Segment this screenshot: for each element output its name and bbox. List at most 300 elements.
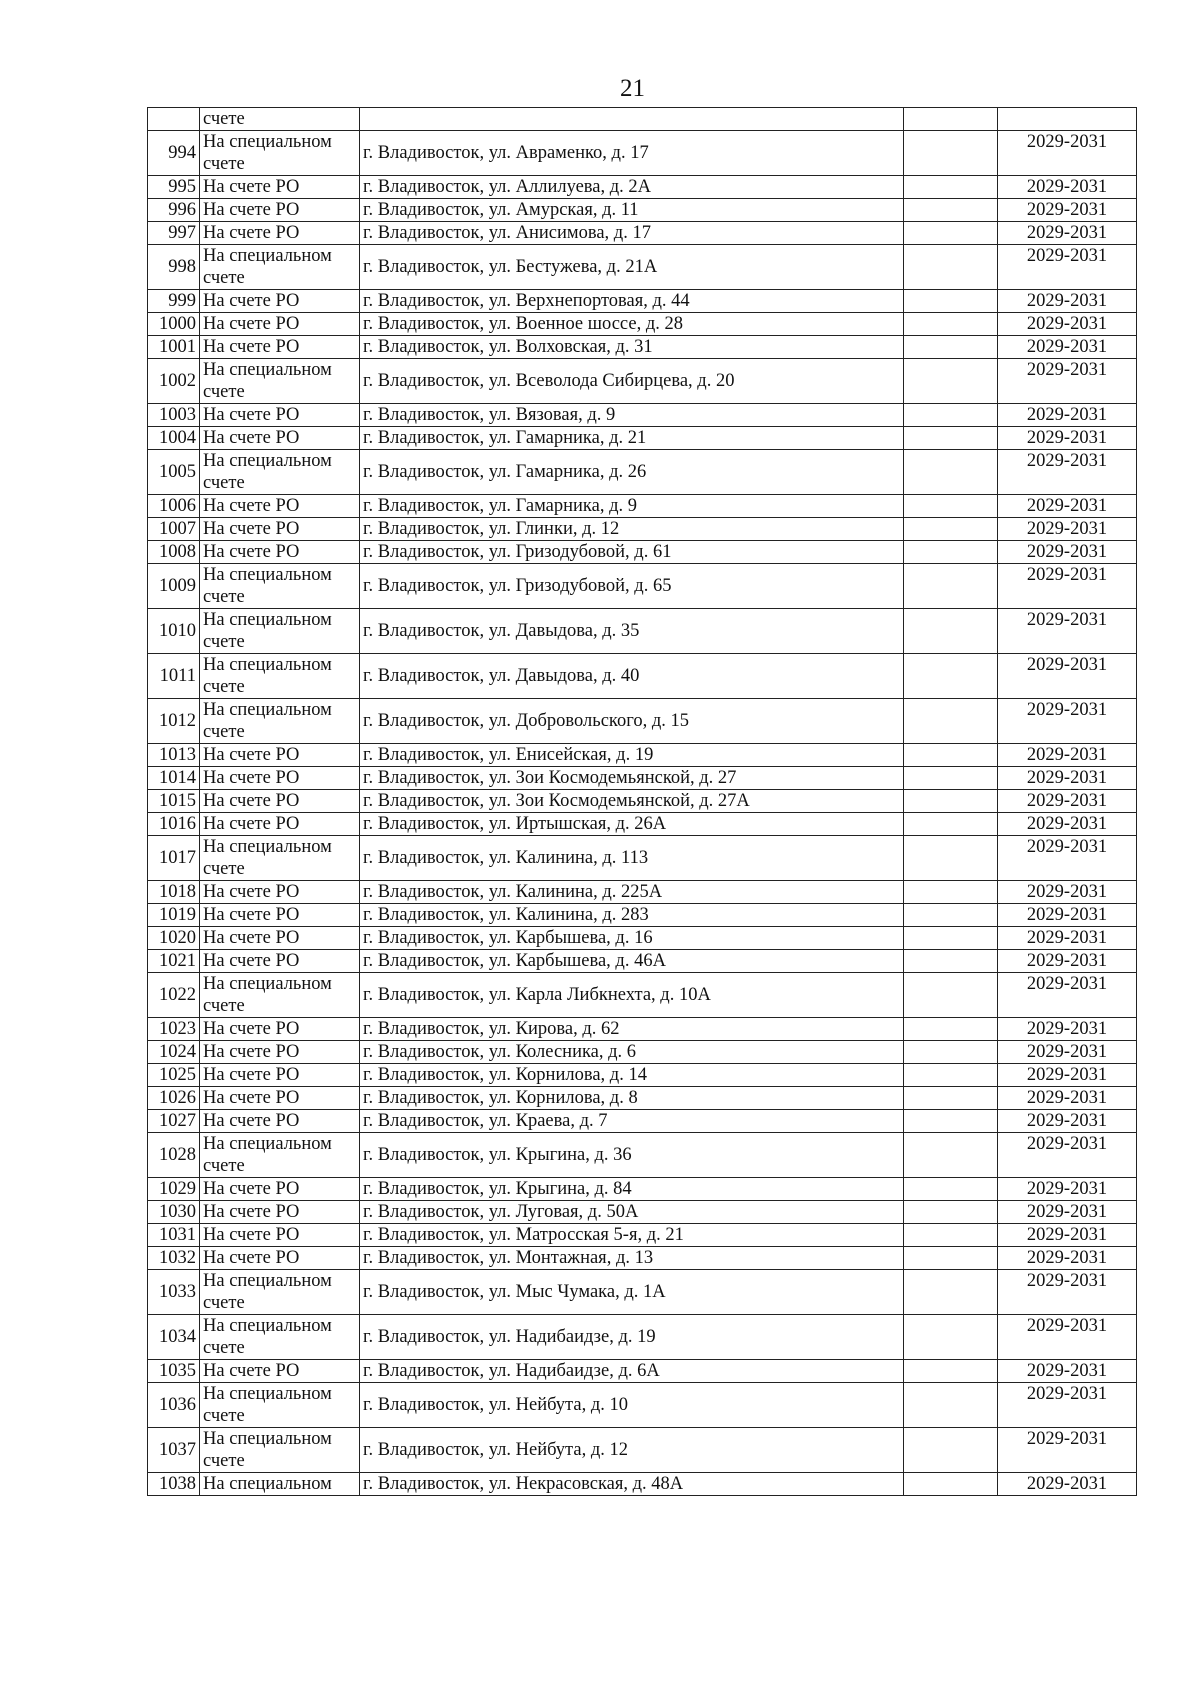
address-cell: г. Владивосток, ул. Военное шоссе, д. 28 — [360, 313, 904, 336]
address-cell — [360, 108, 904, 131]
account-status-cell — [200, 1360, 360, 1383]
account-status-cell — [200, 199, 360, 222]
account-status-cell — [200, 881, 360, 904]
table-row — [148, 427, 1137, 450]
address-cell: г. Владивосток, ул. Гамарника, д. 26 — [360, 450, 904, 495]
account-status-line: На специальном — [203, 360, 332, 380]
address-cell: г. Владивосток, ул. Бестужева, д. 21А — [360, 245, 904, 290]
account-status-line: На специальном — [203, 1474, 332, 1494]
row-number: 1005 — [148, 450, 200, 495]
account-status-line: счете — [203, 1156, 245, 1176]
account-status-line: На счете РО — [203, 200, 300, 220]
account-status-line: На счете РО — [203, 1042, 300, 1062]
row-number: 1010 — [148, 609, 200, 654]
account-status-line: На счете РО — [203, 314, 300, 334]
address-cell: г. Владивосток, ул. Давыдова, д. 40 — [360, 654, 904, 699]
address-cell: г. Владивосток, ул. Карбышева, д. 46А — [360, 950, 904, 973]
table-row — [148, 1473, 1137, 1496]
account-status-cell — [200, 404, 360, 427]
row-number: 1030 — [148, 1201, 200, 1224]
empty-cell — [904, 813, 998, 836]
account-status-line: На специальном — [203, 246, 332, 266]
address-cell: г. Владивосток, ул. Матросская 5-я, д. 21 — [360, 1224, 904, 1247]
address-cell: г. Владивосток, ул. Монтажная, д. 13 — [360, 1247, 904, 1270]
table-body — [148, 108, 1137, 1496]
account-status-line: счете — [203, 677, 245, 697]
account-status-line: счете — [203, 1338, 245, 1358]
empty-cell — [904, 950, 998, 973]
table-row — [148, 1110, 1137, 1133]
account-status-line: На специальном — [203, 132, 332, 152]
row-number: 1031 — [148, 1224, 200, 1247]
table-row — [148, 518, 1137, 541]
empty-cell — [904, 427, 998, 450]
account-status-line: На счете РО — [203, 1019, 300, 1039]
period-cell: 2029-2031 — [998, 699, 1137, 744]
address-cell: г. Владивосток, ул. Нейбута, д. 12 — [360, 1428, 904, 1473]
table-row — [148, 1428, 1137, 1473]
row-number: 1035 — [148, 1360, 200, 1383]
row-number: 998 — [148, 245, 200, 290]
account-status-line: На счете РО — [203, 428, 300, 448]
address-cell: г. Владивосток, ул. Зои Космодемьянской, д. 27 — [360, 767, 904, 790]
address-cell: г. Владивосток, ул. Нейбута, д. 10 — [360, 1383, 904, 1428]
account-status-line: На счете РО — [203, 1202, 300, 1222]
table-row — [148, 950, 1137, 973]
account-status-cell — [200, 767, 360, 790]
empty-cell — [904, 1041, 998, 1064]
row-number: 1009 — [148, 564, 200, 609]
period-cell: 2029-2031 — [998, 1224, 1137, 1247]
period-cell: 2029-2031 — [998, 1360, 1137, 1383]
empty-cell — [904, 1473, 998, 1496]
account-status-line: счете — [203, 996, 245, 1016]
table-row — [148, 973, 1137, 1018]
address-cell: г. Владивосток, ул. Корнилова, д. 8 — [360, 1087, 904, 1110]
address-cell: г. Владивосток, ул. Глинки, д. 12 — [360, 518, 904, 541]
account-status-line: На счете РО — [203, 337, 300, 357]
account-status-line: На специальном — [203, 610, 332, 630]
empty-cell — [904, 495, 998, 518]
empty-cell — [904, 290, 998, 313]
account-status-line: счете — [203, 109, 245, 129]
address-cell: г. Владивосток, ул. Мыс Чумака, д. 1А — [360, 1270, 904, 1315]
account-status-cell — [200, 927, 360, 950]
row-number: 999 — [148, 290, 200, 313]
empty-cell — [904, 1247, 998, 1270]
account-status-cell — [200, 313, 360, 336]
period-cell: 2029-2031 — [998, 654, 1137, 699]
table-row — [148, 1133, 1137, 1178]
empty-cell — [904, 518, 998, 541]
row-number: 1012 — [148, 699, 200, 744]
empty-cell — [904, 927, 998, 950]
empty-cell — [904, 222, 998, 245]
address-cell: г. Владивосток, ул. Давыдова, д. 35 — [360, 609, 904, 654]
account-status-cell — [200, 1087, 360, 1110]
address-cell: г. Владивосток, ул. Аллилуева, д. 2А — [360, 176, 904, 199]
period-cell: 2029-2031 — [998, 427, 1137, 450]
row-number: 1000 — [148, 313, 200, 336]
empty-cell — [904, 541, 998, 564]
account-status-cell — [200, 1473, 360, 1496]
table-row — [148, 744, 1137, 767]
empty-cell — [904, 699, 998, 744]
account-status-line: На счете РО — [203, 1111, 300, 1131]
period-cell: 2029-2031 — [998, 541, 1137, 564]
period-cell: 2029-2031 — [998, 199, 1137, 222]
account-status-cell — [200, 1018, 360, 1041]
account-status-line: счете — [203, 1406, 245, 1426]
account-status-cell — [200, 450, 360, 495]
address-cell: г. Владивосток, ул. Луговая, д. 50А — [360, 1201, 904, 1224]
empty-cell — [904, 404, 998, 427]
account-status-line: счете — [203, 722, 245, 742]
account-status-line: На специальном — [203, 700, 332, 720]
account-status-line: На счете РО — [203, 1225, 300, 1245]
period-cell: 2029-2031 — [998, 336, 1137, 359]
account-status-cell — [200, 1133, 360, 1178]
row-number: 1008 — [148, 541, 200, 564]
period-cell: 2029-2031 — [998, 404, 1137, 427]
account-status-cell — [200, 790, 360, 813]
period-cell: 2029-2031 — [998, 790, 1137, 813]
account-status-line: На специальном — [203, 1134, 332, 1154]
period-cell: 2029-2031 — [998, 176, 1137, 199]
row-number: 1006 — [148, 495, 200, 518]
row-number: 1032 — [148, 1247, 200, 1270]
account-status-line: На специальном — [203, 655, 332, 675]
empty-cell — [904, 1201, 998, 1224]
account-status-line: счете — [203, 632, 245, 652]
row-number: 1022 — [148, 973, 200, 1018]
account-status-line: счете — [203, 1451, 245, 1471]
account-status-cell — [200, 1247, 360, 1270]
empty-cell — [904, 1064, 998, 1087]
row-number: 1036 — [148, 1383, 200, 1428]
account-status-cell — [200, 950, 360, 973]
period-cell: 2029-2031 — [998, 450, 1137, 495]
account-status-line: На счете РО — [203, 519, 300, 539]
address-cell: г. Владивосток, ул. Крыгина, д. 84 — [360, 1178, 904, 1201]
account-status-line: На счете РО — [203, 177, 300, 197]
account-status-cell — [200, 836, 360, 881]
account-status-line: счете — [203, 268, 245, 288]
row-number: 1019 — [148, 904, 200, 927]
table-row — [148, 222, 1137, 245]
empty-cell — [904, 176, 998, 199]
empty-cell — [904, 108, 998, 131]
period-cell: 2029-2031 — [998, 359, 1137, 404]
address-cell: г. Владивосток, ул. Калинина, д. 113 — [360, 836, 904, 881]
period-cell: 2029-2031 — [998, 1270, 1137, 1315]
table-row — [148, 813, 1137, 836]
table-row — [148, 1087, 1137, 1110]
table-row — [148, 176, 1137, 199]
row-number: 1029 — [148, 1178, 200, 1201]
address-cell: г. Владивосток, ул. Анисимова, д. 17 — [360, 222, 904, 245]
address-cell: г. Владивосток, ул. Авраменко, д. 17 — [360, 131, 904, 176]
period-cell: 2029-2031 — [998, 131, 1137, 176]
table-row — [148, 541, 1137, 564]
account-status-line: На специальном — [203, 1271, 332, 1291]
account-status-cell — [200, 541, 360, 564]
empty-cell — [904, 1360, 998, 1383]
account-status-line: На счете РО — [203, 1361, 300, 1381]
account-status-cell — [200, 744, 360, 767]
table-row — [148, 1018, 1137, 1041]
table-row — [148, 336, 1137, 359]
row-number: 1011 — [148, 654, 200, 699]
row-number: 1024 — [148, 1041, 200, 1064]
row-number — [148, 108, 200, 131]
address-cell: г. Владивосток, ул. Амурская, д. 11 — [360, 199, 904, 222]
table-row — [148, 1064, 1137, 1087]
address-cell: г. Владивосток, ул. Карбышева, д. 16 — [360, 927, 904, 950]
empty-cell — [904, 973, 998, 1018]
address-cell: г. Владивосток, ул. Всеволода Сибирцева, д. 20 — [360, 359, 904, 404]
table-row — [148, 654, 1137, 699]
address-cell: г. Владивосток, ул. Енисейская, д. 19 — [360, 744, 904, 767]
account-status-cell — [200, 108, 360, 131]
account-status-cell — [200, 564, 360, 609]
account-status-cell — [200, 1041, 360, 1064]
account-status-line: На счете РО — [203, 791, 300, 811]
address-cell: г. Владивосток, ул. Гризодубовой, д. 65 — [360, 564, 904, 609]
account-status-cell — [200, 1110, 360, 1133]
account-status-line: счете — [203, 382, 245, 402]
empty-cell — [904, 1133, 998, 1178]
table-row — [148, 131, 1137, 176]
period-cell: 2029-2031 — [998, 927, 1137, 950]
row-number: 1026 — [148, 1087, 200, 1110]
row-number: 1020 — [148, 927, 200, 950]
account-status-line: счете — [203, 859, 245, 879]
table-row — [148, 404, 1137, 427]
table-row — [148, 199, 1137, 222]
period-cell: 2029-2031 — [998, 1018, 1137, 1041]
table-row — [148, 1247, 1137, 1270]
empty-cell — [904, 609, 998, 654]
account-status-line: На счете РО — [203, 223, 300, 243]
period-cell: 2029-2031 — [998, 518, 1137, 541]
account-status-line: На счете РО — [203, 1088, 300, 1108]
account-status-line: На счете РО — [203, 291, 300, 311]
period-cell: 2029-2031 — [998, 1383, 1137, 1428]
table-row — [148, 699, 1137, 744]
period-cell: 2029-2031 — [998, 1110, 1137, 1133]
period-cell: 2029-2031 — [998, 881, 1137, 904]
empty-cell — [904, 245, 998, 290]
period-cell: 2029-2031 — [998, 313, 1137, 336]
period-cell: 2029-2031 — [998, 1087, 1137, 1110]
row-number: 1028 — [148, 1133, 200, 1178]
empty-cell — [904, 1428, 998, 1473]
address-cell: г. Владивосток, ул. Кирова, д. 62 — [360, 1018, 904, 1041]
account-status-cell — [200, 1178, 360, 1201]
account-status-cell — [200, 1064, 360, 1087]
row-number: 1013 — [148, 744, 200, 767]
empty-cell — [904, 744, 998, 767]
empty-cell — [904, 1110, 998, 1133]
account-status-cell — [200, 904, 360, 927]
table-row — [148, 790, 1137, 813]
period-cell: 2029-2031 — [998, 973, 1137, 1018]
table-row — [148, 495, 1137, 518]
address-cell: г. Владивосток, ул. Карла Либкнехта, д. 10А — [360, 973, 904, 1018]
table-row — [148, 1224, 1137, 1247]
account-status-cell — [200, 973, 360, 1018]
account-status-cell — [200, 518, 360, 541]
account-status-line: На счете РО — [203, 882, 300, 902]
row-number: 1033 — [148, 1270, 200, 1315]
period-cell: 2029-2031 — [998, 904, 1137, 927]
row-number: 1037 — [148, 1428, 200, 1473]
table-row — [148, 1201, 1137, 1224]
address-cell: г. Владивосток, ул. Надибаидзе, д. 6А — [360, 1360, 904, 1383]
period-cell: 2029-2031 — [998, 836, 1137, 881]
row-number: 1015 — [148, 790, 200, 813]
account-status-cell — [200, 1270, 360, 1315]
address-cell: г. Владивосток, ул. Калинина, д. 283 — [360, 904, 904, 927]
empty-cell — [904, 1224, 998, 1247]
empty-cell — [904, 881, 998, 904]
table-row — [148, 359, 1137, 404]
address-cell: г. Владивосток, ул. Краева, д. 7 — [360, 1110, 904, 1133]
row-number: 995 — [148, 176, 200, 199]
period-cell: 2029-2031 — [998, 1473, 1137, 1496]
row-number: 1014 — [148, 767, 200, 790]
page-number: 21 — [620, 75, 645, 102]
row-number: 1034 — [148, 1315, 200, 1360]
account-status-line: На специальном — [203, 565, 332, 585]
account-status-cell — [200, 131, 360, 176]
row-number: 1023 — [148, 1018, 200, 1041]
period-cell: 2029-2031 — [998, 1064, 1137, 1087]
period-cell: 2029-2031 — [998, 950, 1137, 973]
row-number: 1007 — [148, 518, 200, 541]
address-cell: г. Владивосток, ул. Вязовая, д. 9 — [360, 404, 904, 427]
account-status-line: На специальном — [203, 837, 332, 857]
row-number: 1004 — [148, 427, 200, 450]
account-status-line: На специальном — [203, 1429, 332, 1449]
account-status-line: На счете РО — [203, 905, 300, 925]
period-cell: 2029-2031 — [998, 744, 1137, 767]
empty-cell — [904, 904, 998, 927]
address-cell: г. Владивосток, ул. Калинина, д. 225А — [360, 881, 904, 904]
empty-cell — [904, 1178, 998, 1201]
empty-cell — [904, 564, 998, 609]
row-number: 1027 — [148, 1110, 200, 1133]
account-status-line: На специальном — [203, 974, 332, 994]
empty-cell — [904, 1018, 998, 1041]
period-cell: 2029-2031 — [998, 1201, 1137, 1224]
table-row — [148, 1178, 1137, 1201]
empty-cell — [904, 313, 998, 336]
empty-cell — [904, 450, 998, 495]
empty-cell — [904, 1315, 998, 1360]
account-status-cell — [200, 176, 360, 199]
period-cell: 2029-2031 — [998, 1178, 1137, 1201]
period-cell: 2029-2031 — [998, 564, 1137, 609]
row-number: 1001 — [148, 336, 200, 359]
empty-cell — [904, 336, 998, 359]
address-cell: г. Владивосток, ул. Крыгина, д. 36 — [360, 1133, 904, 1178]
table-row — [148, 927, 1137, 950]
table-row — [148, 450, 1137, 495]
period-cell: 2029-2031 — [998, 609, 1137, 654]
period-cell: 2029-2031 — [998, 1041, 1137, 1064]
empty-cell — [904, 131, 998, 176]
period-cell: 2029-2031 — [998, 245, 1137, 290]
account-status-cell — [200, 1315, 360, 1360]
account-status-line: счете — [203, 587, 245, 607]
account-status-line: На счете РО — [203, 928, 300, 948]
table-row — [148, 313, 1137, 336]
address-cell: г. Владивосток, ул. Некрасовская, д. 48А — [360, 1473, 904, 1496]
account-status-cell — [200, 1224, 360, 1247]
table-row — [148, 904, 1137, 927]
account-status-cell — [200, 1383, 360, 1428]
account-status-line: На специальном — [203, 451, 332, 471]
table-row — [148, 881, 1137, 904]
account-status-line: На счете РО — [203, 1179, 300, 1199]
period-cell: 2029-2031 — [998, 290, 1137, 313]
table-row — [148, 1270, 1137, 1315]
account-status-cell — [200, 813, 360, 836]
address-cell: г. Владивосток, ул. Иртышская, д. 26А — [360, 813, 904, 836]
row-number: 1003 — [148, 404, 200, 427]
account-status-cell — [200, 699, 360, 744]
table-row — [148, 767, 1137, 790]
account-status-line: счете — [203, 1293, 245, 1313]
period-cell: 2029-2031 — [998, 495, 1137, 518]
table-row — [148, 564, 1137, 609]
account-status-cell — [200, 495, 360, 518]
account-status-line: счете — [203, 154, 245, 174]
empty-cell — [904, 767, 998, 790]
empty-cell — [904, 790, 998, 813]
address-cell: г. Владивосток, ул. Гамарника, д. 9 — [360, 495, 904, 518]
address-cell: г. Владивосток, ул. Гамарника, д. 21 — [360, 427, 904, 450]
empty-cell — [904, 836, 998, 881]
table-row — [148, 1315, 1137, 1360]
account-status-line: На счете РО — [203, 768, 300, 788]
row-number: 1018 — [148, 881, 200, 904]
account-status-cell — [200, 654, 360, 699]
empty-cell — [904, 359, 998, 404]
period-cell: 2029-2031 — [998, 813, 1137, 836]
empty-cell — [904, 199, 998, 222]
empty-cell — [904, 1383, 998, 1428]
table-row — [148, 836, 1137, 881]
table-row — [148, 1383, 1137, 1428]
address-cell: г. Владивосток, ул. Волховская, д. 31 — [360, 336, 904, 359]
account-status-line: На счете РО — [203, 542, 300, 562]
table-row — [148, 1360, 1137, 1383]
period-cell: 2029-2031 — [998, 1247, 1137, 1270]
account-status-cell — [200, 222, 360, 245]
account-status-cell — [200, 336, 360, 359]
address-cell: г. Владивосток, ул. Зои Космодемьянской, д. 27А — [360, 790, 904, 813]
row-number: 1017 — [148, 836, 200, 881]
row-number: 1025 — [148, 1064, 200, 1087]
account-status-line: На счете РО — [203, 496, 300, 516]
table-row — [148, 245, 1137, 290]
period-cell: 2029-2031 — [998, 222, 1137, 245]
address-cell: г. Владивосток, ул. Гризодубовой, д. 61 — [360, 541, 904, 564]
address-cell: г. Владивосток, ул. Надибаидзе, д. 19 — [360, 1315, 904, 1360]
